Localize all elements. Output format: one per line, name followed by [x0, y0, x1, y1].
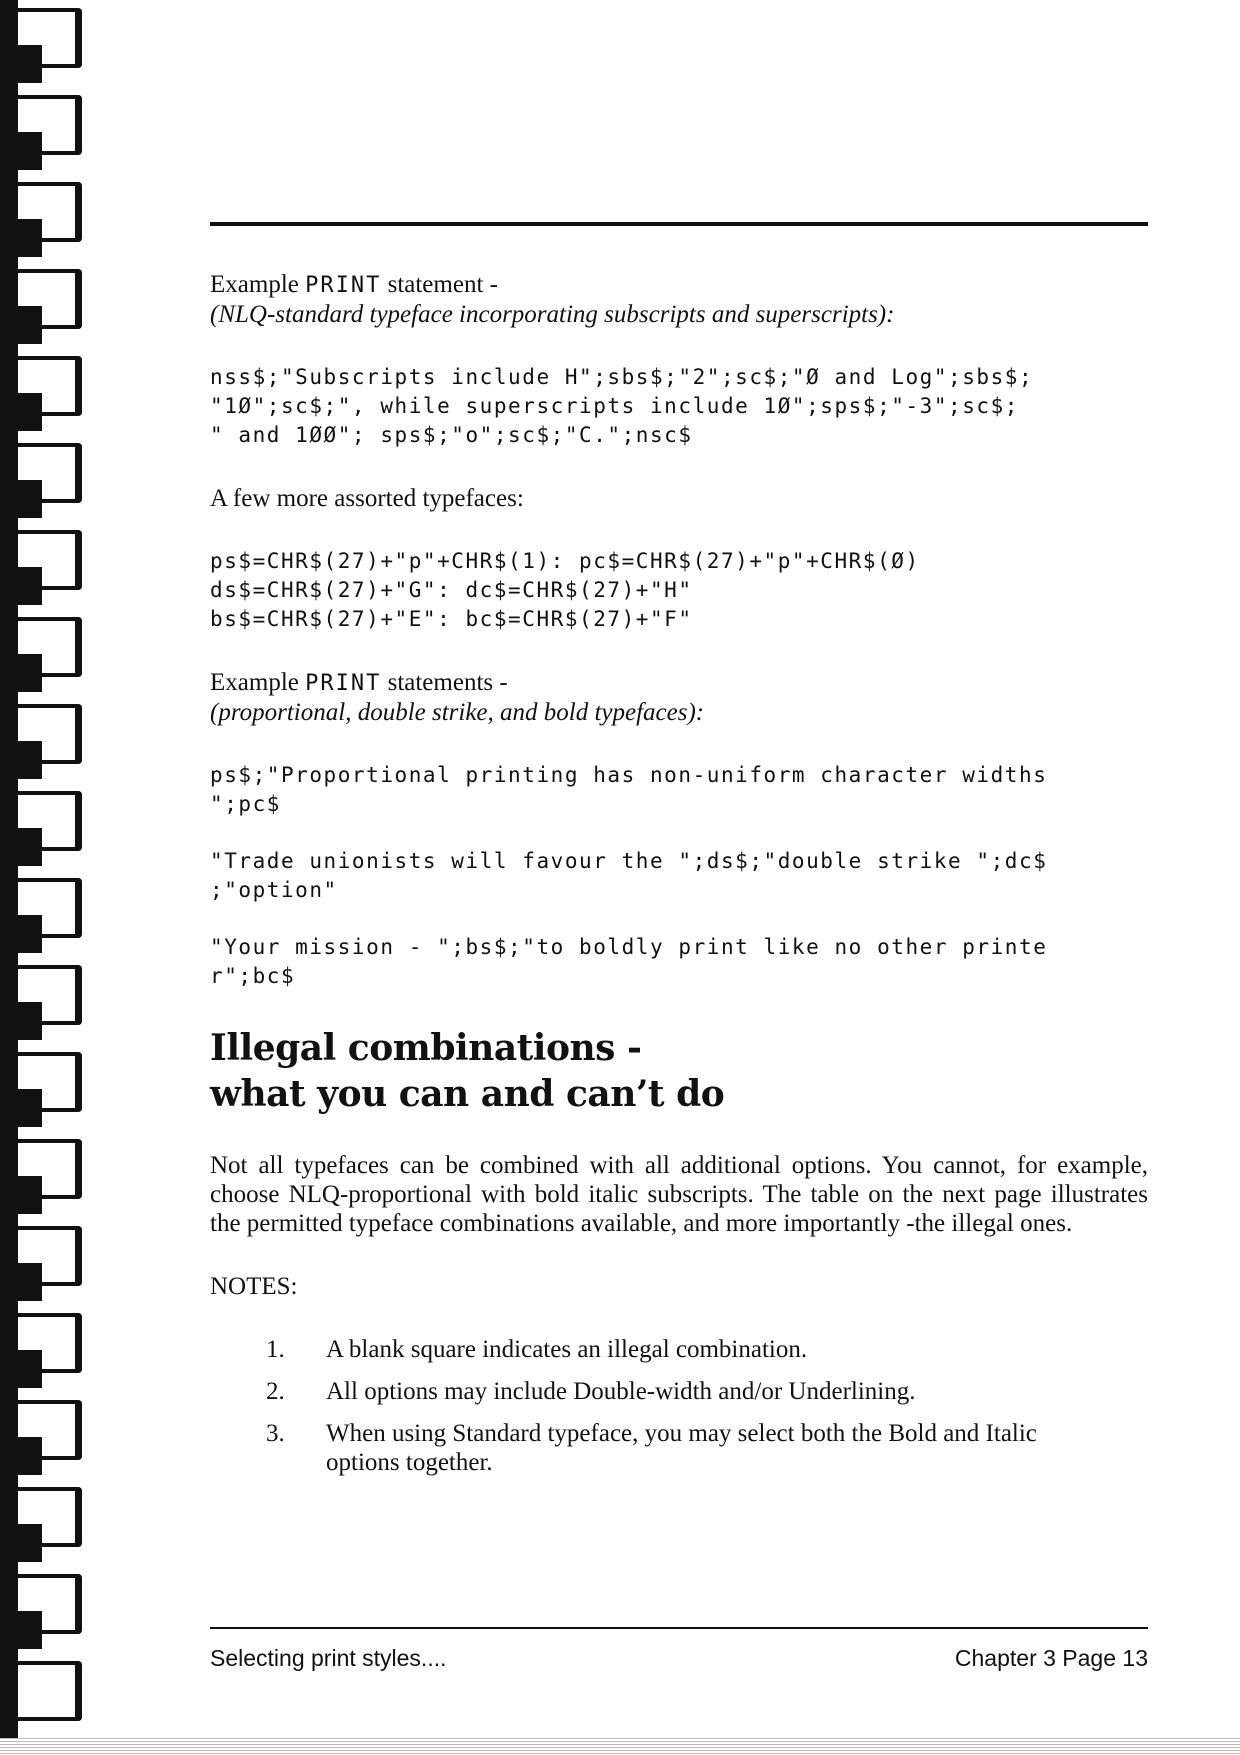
bottom-rule	[210, 1627, 1148, 1629]
note-number: 1.	[266, 1336, 285, 1363]
spiral-binding	[0, 0, 100, 1755]
notes-list	[210, 1335, 1148, 1477]
section1-subtitle: (NLQ-standard typeface incorporating subscripts and superscripts):	[210, 301, 895, 328]
list-item	[210, 1419, 1148, 1477]
section-heading	[210, 1025, 1148, 1117]
heading-line: Illegal combinations -	[210, 1027, 642, 1069]
code-line: "Trade unionists will favour the ";ds$;"double strike ";dc$	[210, 849, 1048, 873]
code-line: ds$=CHR$(27)+"G": dc$=CHR$(27)+"H"	[210, 578, 693, 602]
heading-line: what you can and can’t do	[210, 1073, 725, 1115]
section3-label	[210, 668, 1148, 698]
top-rule	[210, 222, 1148, 226]
print-keyword: PRINT	[305, 273, 382, 298]
list-item	[210, 1377, 1148, 1406]
notes-label: NOTES:	[210, 1273, 298, 1300]
note-text: A blank square indicates an illegal combination.	[326, 1336, 808, 1363]
note-text: All options may include Double-width and/or Underlining.	[326, 1378, 916, 1405]
code-line: ;"option"	[210, 878, 338, 902]
footer-right: Chapter 3 Page 13	[954, 1645, 1148, 1671]
body-paragraph: Not all typefaces can be combined with all additional options. You cannot, for example, choose NLQ-proportional with bold italic subscripts. The table on the next page illustrates the permitted typeface combinations available, and more importantly -the illegal ones.	[210, 1152, 1148, 1237]
code-line: bs$=CHR$(27)+"E": bc$=CHR$(27)+"F"	[210, 607, 693, 631]
section2-intro: A few more assorted typefaces:	[210, 485, 524, 512]
code-line: "1Ø";sc$;", while superscripts include 1Ø";sps$;"-3";sc$;	[210, 394, 1020, 418]
page-footer	[210, 1645, 1148, 1672]
code-line: ps$=CHR$(27)+"p"+CHR$(1): pc$=CHR$(27)+"p"+CHR$(Ø)	[210, 549, 920, 573]
code-line: r";bc$	[210, 964, 296, 988]
note-number: 3.	[266, 1420, 285, 1447]
code-line: nss$;"Subscripts include H";sbs$;"2";sc$;"Ø and Log";sbs$;	[210, 365, 1034, 389]
label-text: Example	[210, 271, 306, 298]
section3-subtitle: (proportional, double strike, and bold typefaces):	[210, 699, 705, 726]
code-line: "Your mission - ";bs$;"to boldly print like no other printe	[210, 935, 1048, 959]
label-text: statements -	[381, 669, 508, 696]
code-line: " and 1ØØ"; sps$;"o";sc$;"C.";nsc$	[210, 423, 693, 447]
print-keyword: PRINT	[305, 671, 382, 696]
label-text: statement -	[381, 271, 498, 298]
label-text: Example	[210, 669, 306, 696]
note-text: When using Standard typeface, you may select both the Bold and Italic options together.	[326, 1420, 1037, 1476]
code-line: ";pc$	[210, 792, 281, 816]
note-number: 2.	[266, 1378, 285, 1405]
code-line: ps$;"Proportional printing has non-uniform character widths	[210, 763, 1048, 787]
section1-label	[210, 270, 1148, 300]
list-item	[210, 1335, 1148, 1364]
footer-left: Selecting print styles....	[210, 1645, 447, 1671]
scan-artifact	[0, 1738, 1240, 1755]
page-content	[210, 270, 1148, 1490]
